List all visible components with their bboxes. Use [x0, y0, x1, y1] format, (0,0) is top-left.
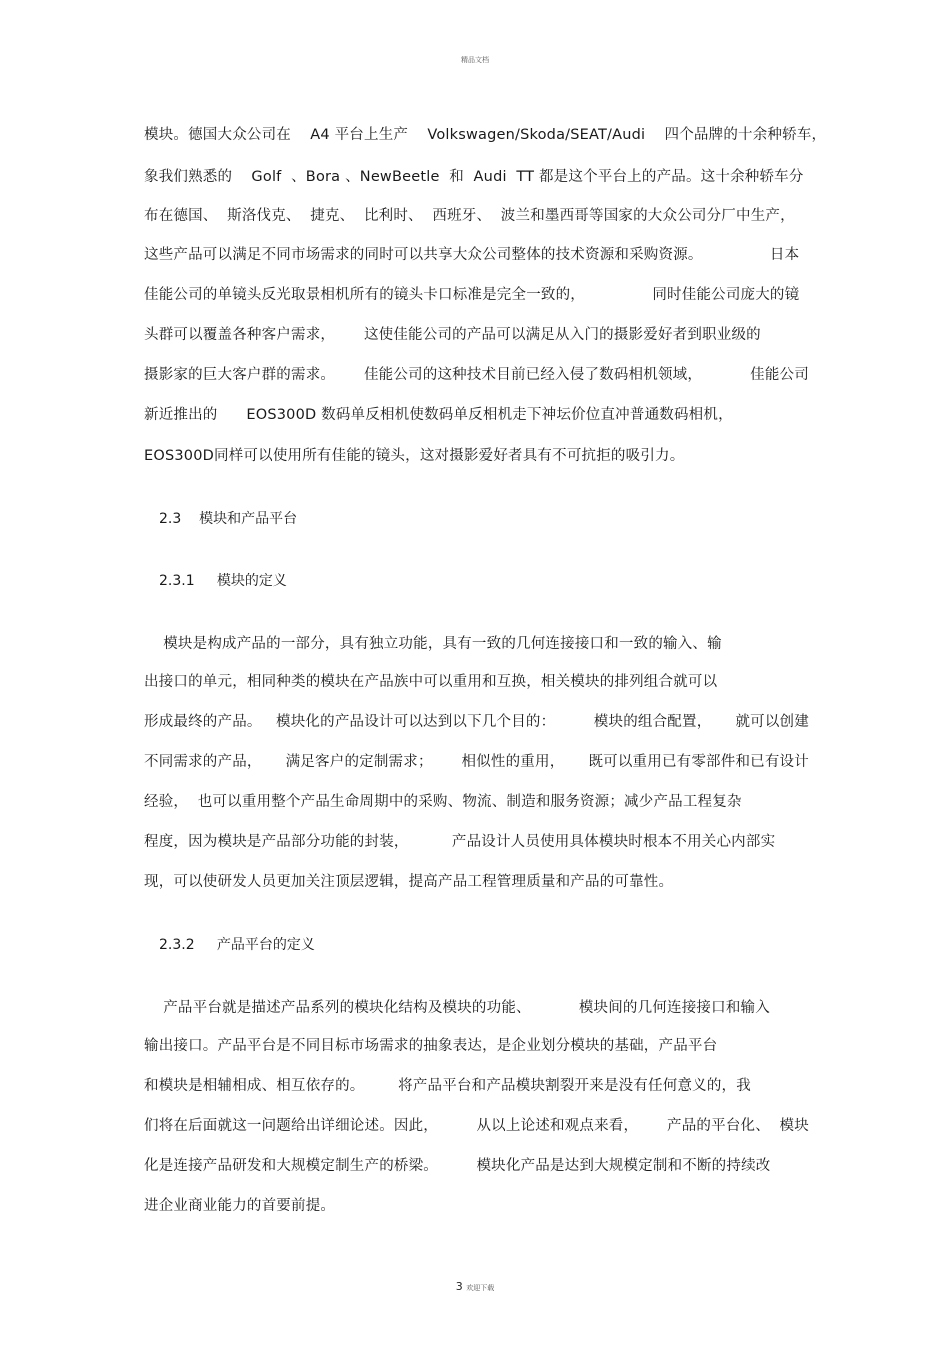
body-line: 模块是构成产品的一部分，具有独立功能，具有一致的几何连接接口和一致的输入、输 [144, 636, 722, 652]
body-line: 输出接口。产品平台是不同目标市场需求的抽象表达，是企业划分模块的基础，产品平台 [144, 1038, 718, 1054]
footer-text: 欢迎下载 [466, 1284, 495, 1292]
subsection-heading: 2.3.2 产品平台的定义 [159, 937, 315, 953]
subsection-heading: 2.3.1 模块的定义 [159, 573, 287, 589]
body-line: 头群可以覆盖各种客户需求， 这使佳能公司的产品可以满足从入门的摄影爱好者到职业级的 [144, 327, 761, 343]
body-line: 进企业商业能力的首要前提。 [144, 1198, 336, 1214]
page-number: 3 [455, 1280, 463, 1293]
body-line: 新近推出的 EOS300D 数码单反相机使数码单反相机走下神坛价位直冲普通数码相机， [144, 407, 733, 423]
body-line: 佳能公司的单镜头反光取景相机所有的镜头卡口标准是完全一致的， 同时佳能公司庞大的镜 [144, 287, 800, 303]
body-line: EOS300D同样可以使用所有佳能的镜头，这对摄影爱好者具有不可抗拒的吸引力。 [144, 448, 685, 464]
page-footer [0, 1280, 950, 1293]
body-line: 化是连接产品研发和大规模定制生产的桥梁。 模块化产品是达到大规模定制和不断的持续改 [144, 1158, 771, 1174]
body-line: 现，可以使研发人员更加关注顶层逻辑，提高产品工程管理质量和产品的可靠性。 [144, 874, 674, 890]
body-line: 形成最终的产品。 模块化的产品设计可以达到以下几个目的： 模块的组合配置， 就可以创建 [144, 714, 809, 730]
body-line: 不同需求的产品， 满足客户的定制需求； 相似性的重用， 既可以重用已有零部件和已有设计 [144, 754, 809, 770]
body-line: 经验， 也可以重用整个产品生命周期中的采购、物流、制造和服务资源；减少产品工程复杂 [144, 794, 742, 810]
body-line: 和模块是相辅相成、相互依存的。 将产品平台和产品模块割裂开来是没有任何意义的，我 [144, 1078, 751, 1094]
body-line: 布在德国、 斯洛伐克、 捷克、 比利时、 西班牙、 波兰和墨西哥等国家的大众公司分厂中生产， [144, 208, 795, 224]
body-line: 程度，因为模块是产品部分功能的封装， 产品设计人员使用具体模块时根本不用关心内部实 [144, 834, 776, 850]
body-line: 出接口的单元，相同种类的模块在产品族中可以重用和互换，相关模块的排列组合就可以 [144, 674, 718, 690]
section-heading: 2.3 模块和产品平台 [159, 511, 298, 527]
body-line: 模块。德国大众公司在 A4 平台上生产 Volkswagen/Skoda/SEAT/Audi 四个品牌的十余种轿车， [144, 127, 827, 143]
body-line: 们将在后面就这一问题给出详细论述。因此， 从以上论述和观点来看， 产品的平台化、 模块 [144, 1118, 809, 1134]
body-line: 产品平台就是描述产品系列的模块化结构及模块的功能、 模块间的几何连接接口和输入 [144, 1000, 770, 1016]
body-line: 这些产品可以满足不同市场需求的同时可以共享大众公司整体的技术资源和采购资源。 日本 [144, 247, 800, 263]
page-header: 精品文档 [461, 56, 489, 64]
body-line: 摄影家的巨大客户群的需求。 佳能公司的这种技术目前已经入侵了数码相机领域， 佳能公司 [144, 367, 809, 383]
body-line: 象我们熟悉的 Golf 、Bora 、NewBeetle 和 Audi TT 都是这个平台上的产品。这十余种轿车分 [144, 169, 804, 185]
